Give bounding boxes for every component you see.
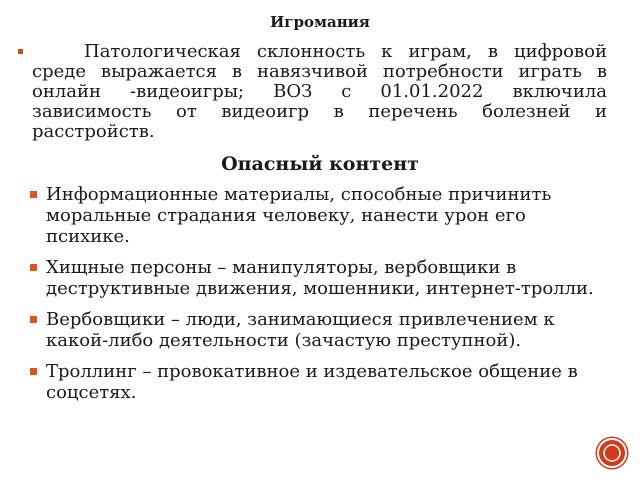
bullet-icon bbox=[30, 368, 37, 375]
bullet-icon bbox=[18, 49, 23, 54]
list-item-text: Хищные персоны – манипуляторы, вербовщики в деструктивные движения, мошенники, интернет-тролли. bbox=[46, 257, 594, 299]
content-list bbox=[46, 184, 611, 413]
circle-icon bbox=[597, 438, 627, 468]
list-item-text: Троллинг – провокативное и издевательское общение в соцсетях. bbox=[46, 361, 578, 403]
bullet-icon bbox=[30, 191, 37, 198]
list-item bbox=[46, 361, 611, 403]
section-title: Опасный контент bbox=[221, 153, 419, 175]
list-item bbox=[46, 257, 611, 299]
list-item bbox=[46, 309, 611, 351]
page-title: Игромания bbox=[270, 13, 370, 31]
intro-text: Патологическая склонность к играм, в цифровой среде выражается в навязчивой потребности играть в онлайн -видеоигры; ВОЗ с 01.01.2022 включила зависимость от видеоигр в перечень болезней и расстройств. bbox=[32, 41, 607, 142]
list-item-text: Информационные материалы, способные причинить моральные страдания человеку, нанести урон его психике. bbox=[46, 184, 552, 247]
bullet-icon bbox=[30, 264, 37, 271]
bullet-icon bbox=[30, 316, 37, 323]
list-item-text: Вербовщики – люди, занимающиеся привлечением к какой-либо деятельности (зачастую преступной). bbox=[46, 309, 555, 351]
intro-paragraph bbox=[32, 42, 607, 142]
list-item bbox=[46, 184, 611, 247]
